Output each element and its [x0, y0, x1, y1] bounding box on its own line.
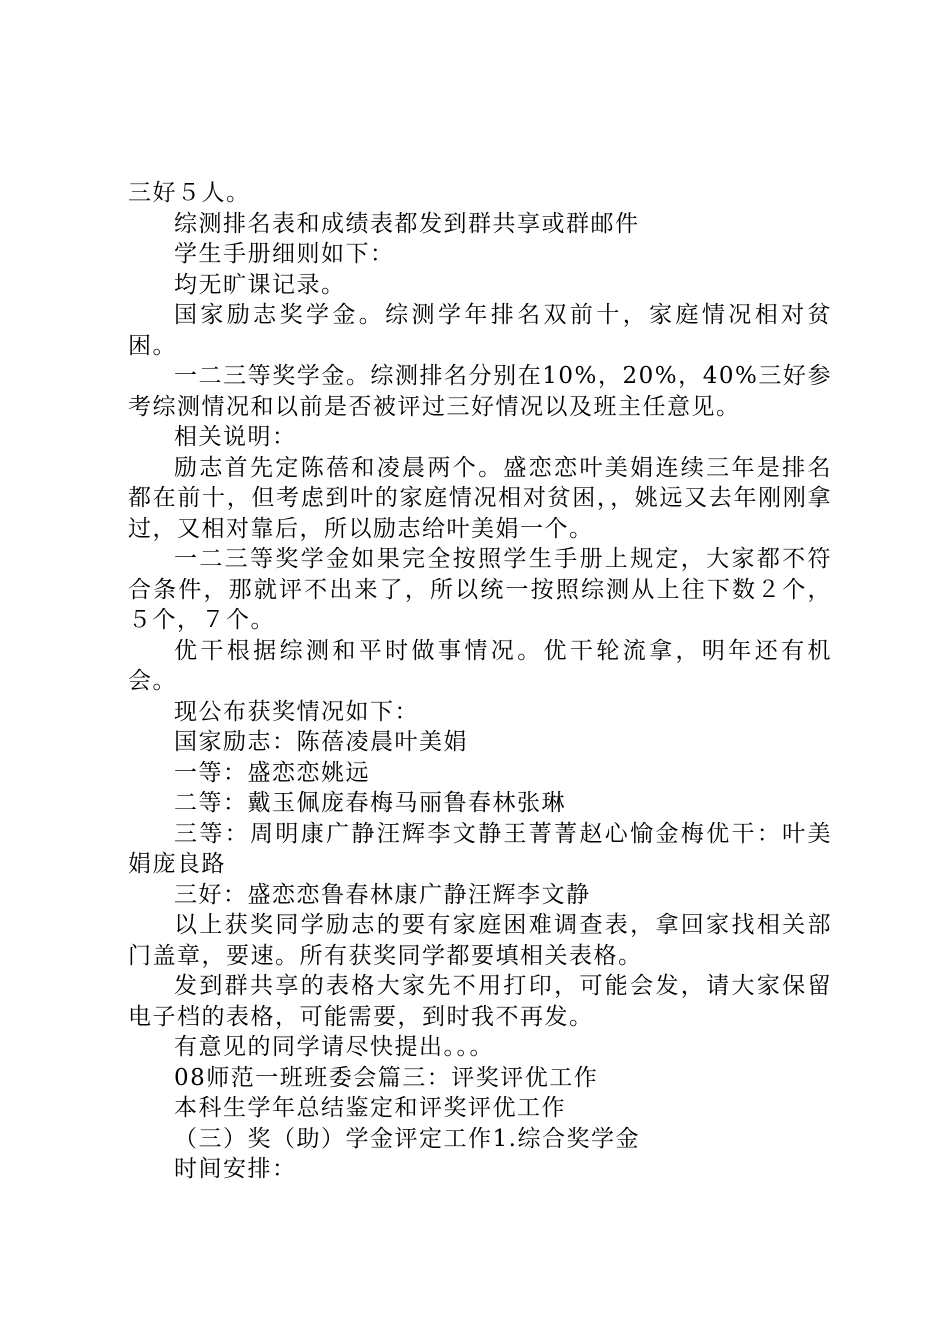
paragraph-7: 相关说明：	[174, 424, 297, 450]
paragraph-15: 三等：周明康广静汪辉李文静王菁菁赵心愉金梅优干：叶美娟庞良路	[128, 820, 832, 877]
paragraph-20: 08师范一班班委会篇三：评奖评优工作	[174, 1064, 599, 1091]
paragraph-9: 一二三等奖学金如果完全按照学生手册上规定，大家都不符合条件，那就评不出来了，所以统一按照综测从上往下数２个，５个，７个。	[128, 546, 832, 633]
paragraph-19: 有意见的同学请尽快提出。。。	[174, 1034, 494, 1060]
paragraph-6: 一二三等奖学金。综测排名分别在10%，20%，40%三好参考综测情况和以前是否被评过三好情况以及班主任意见。	[128, 363, 832, 420]
paragraph-13: 一等：盛恋恋姚远	[174, 759, 370, 786]
paragraph-5: 国家励志奖学金。综测学年排名双前十，家庭情况相对贫困。	[128, 302, 832, 359]
paragraph-12: 国家励志：陈蓓凌晨叶美娟	[174, 729, 468, 755]
paragraph-14: 二等：戴玉佩庞春梅马丽鲁春林张琳	[174, 790, 566, 816]
document-body	[128, 178, 832, 1185]
paragraph-23: 时间安排：	[174, 1156, 297, 1182]
paragraph-22: （三）奖（助）学金评定工作1.综合奖学金	[174, 1125, 640, 1152]
paragraph-3: 学生手册细则如下：	[174, 241, 395, 267]
paragraph-18: 发到群共享的表格大家先不用打印，可能会发，请大家保留电子档的表格，可能需要，到时我不再发。	[128, 973, 832, 1030]
paragraph-11: 现公布获奖情况如下：	[174, 698, 419, 725]
paragraph-10: 优干根据综测和平时做事情况。优干轮流拿，明年还有机会。	[128, 637, 832, 694]
paragraph-21: 本科生学年总结鉴定和评奖评优工作	[174, 1095, 566, 1121]
paragraph-8: 励志首先定陈蓓和凌晨两个。盛恋恋叶美娟连续三年是排名都在前十，但考虑到叶的家庭情况相对贫困，，姚远又去年刚刚拿过，又相对靠后，所以励志给叶美娟一个。	[128, 454, 832, 542]
paragraph-2: 综测排名表和成绩表都发到群共享或群邮件	[174, 210, 640, 237]
paragraph-17: 以上获奖同学励志的要有家庭困难调查表，拿回家找相关部门盖章，要速。所有获奖同学都要填相关表格。	[128, 912, 832, 969]
paragraph-16: 三好：盛恋恋鲁春林康广静汪辉李文静	[174, 881, 591, 908]
paragraph-1: 三好５人。	[128, 180, 251, 206]
paragraph-4: 均无旷课记录。	[174, 271, 346, 298]
